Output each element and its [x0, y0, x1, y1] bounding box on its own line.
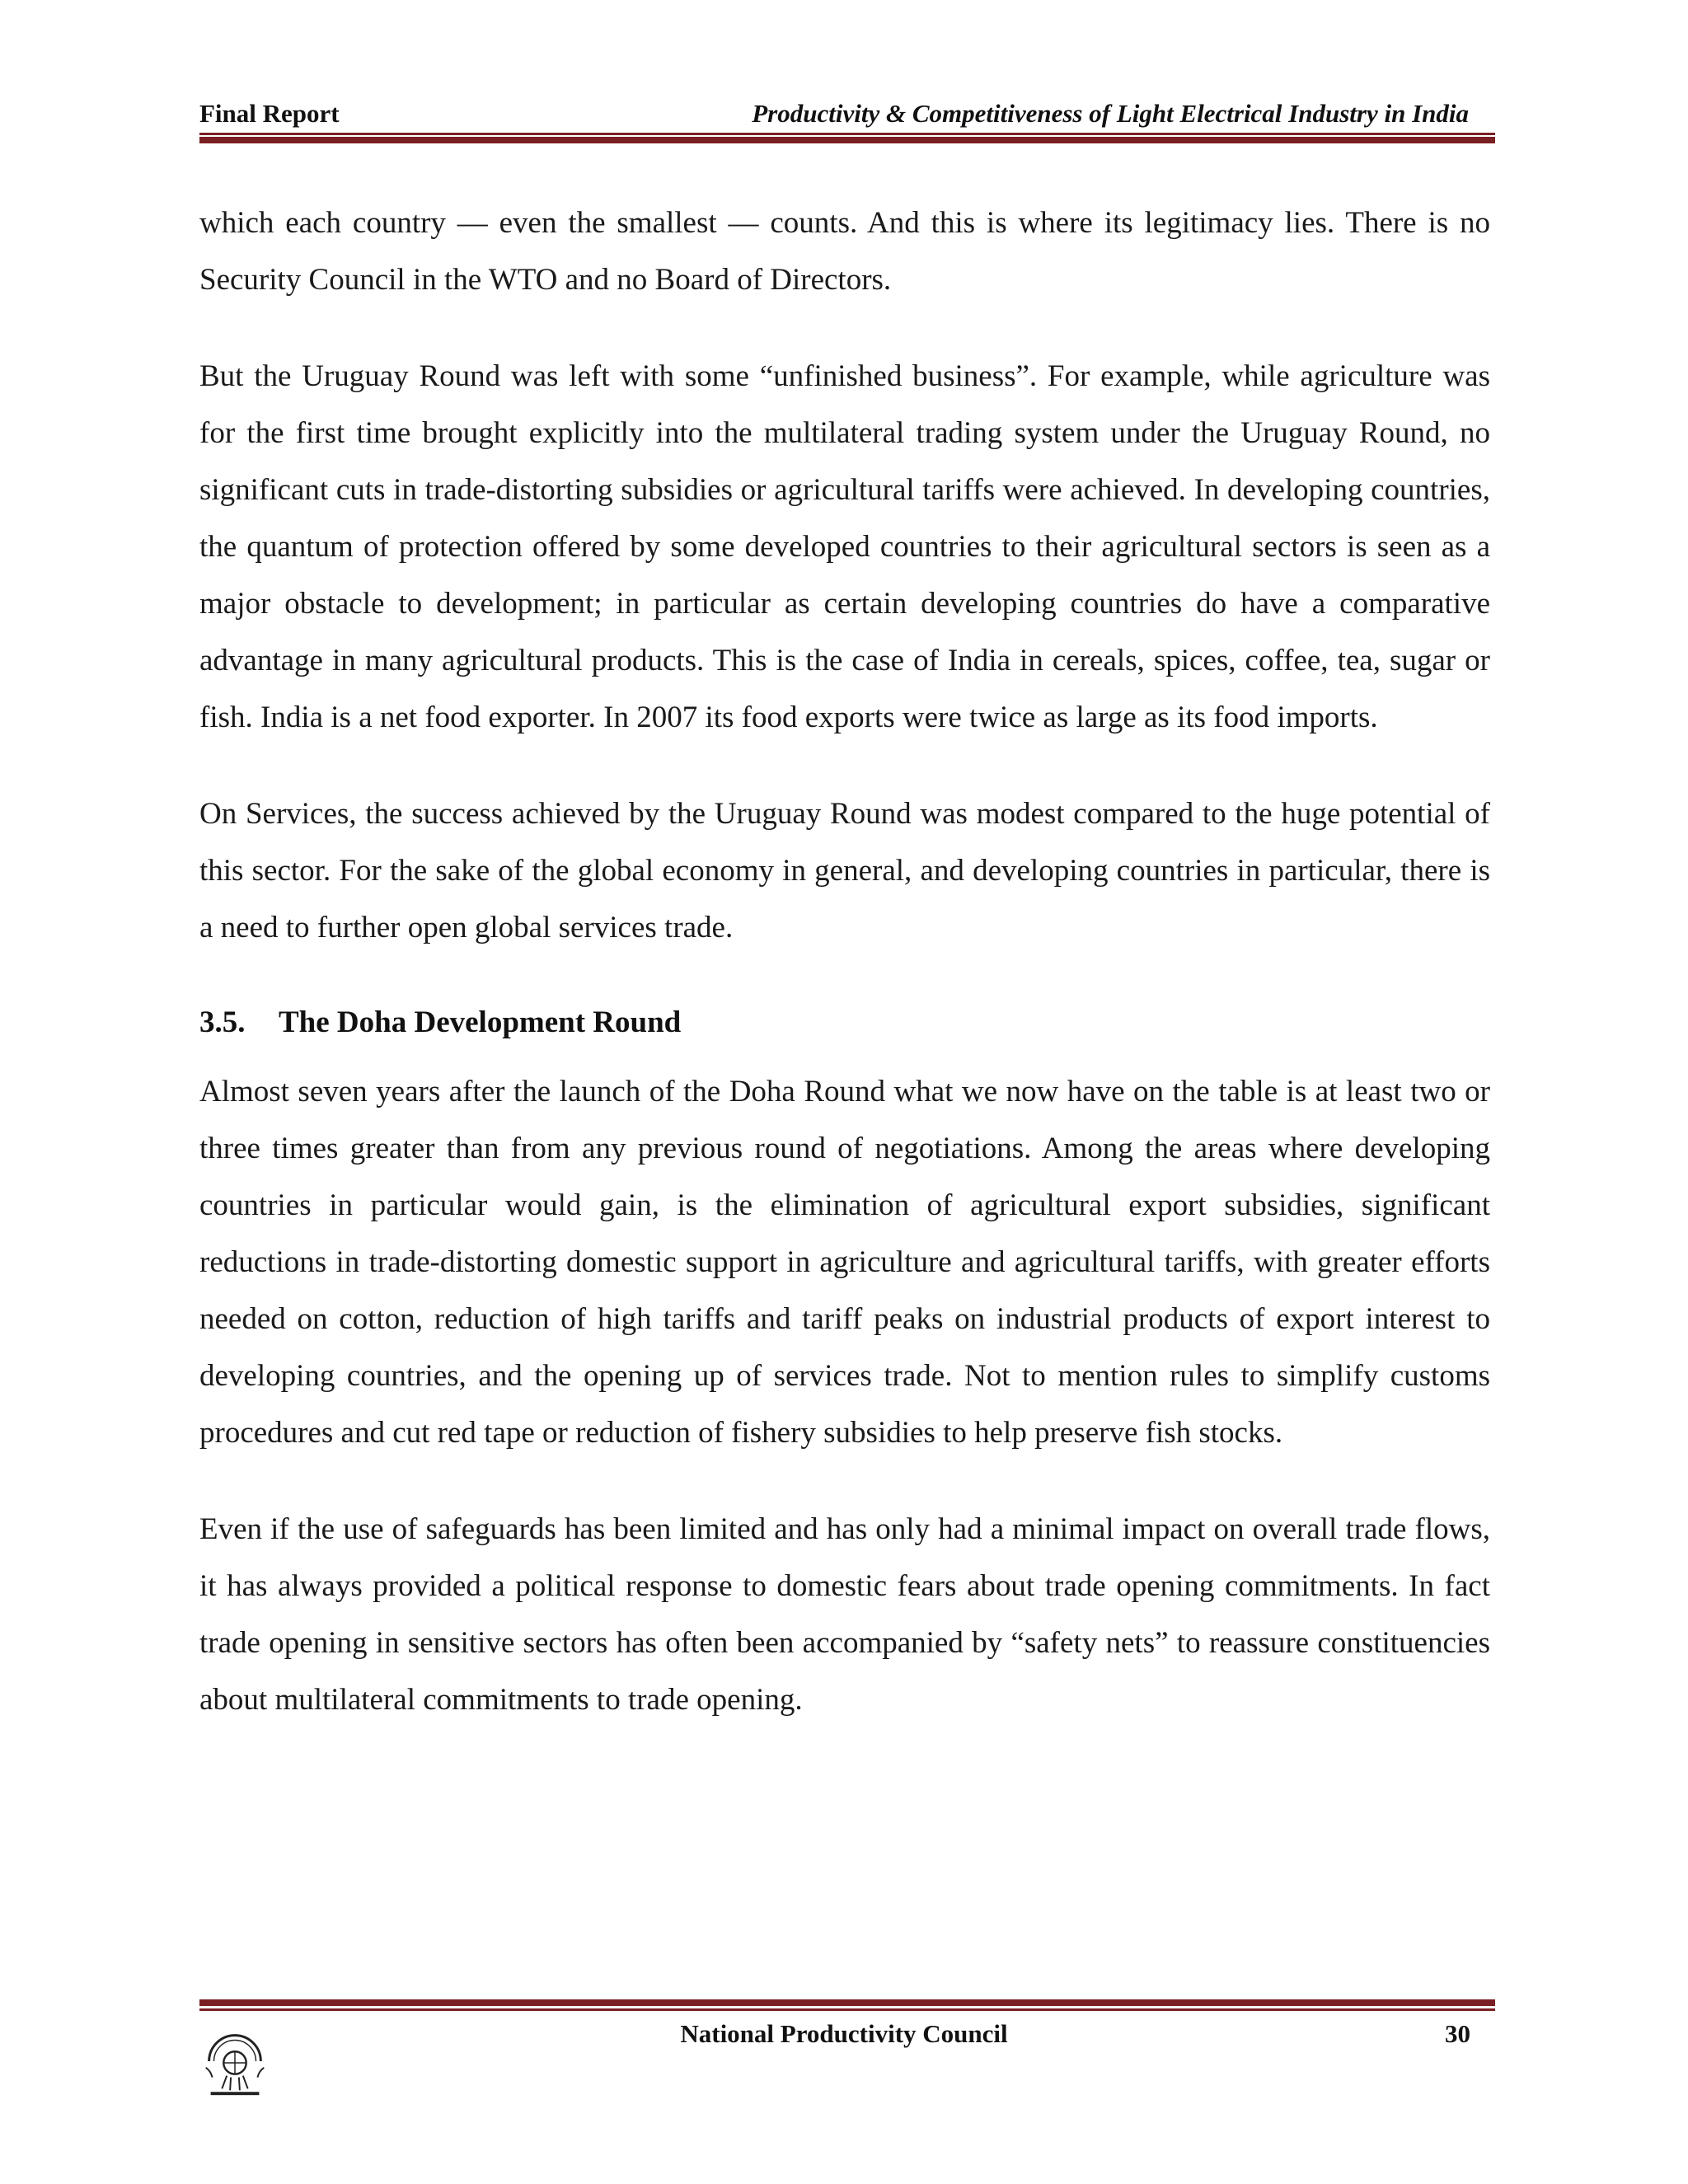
header-document-title: Productivity & Competitiveness of Light Electrical Industry in India	[752, 99, 1469, 128]
page-body	[199, 194, 1490, 1768]
paragraph-4: Almost seven years after the launch of the Doha Round what we now have on the table is at least two or three times greater than from any previous round of negotiations. Among the areas where developing countries in particular would gain, is the elimination of agricultural export subsidies, significant reductions in trade-distorting domestic support in agriculture and agricultural tariffs, with greater efforts needed on cotton, reduction of high tariffs and tariff peaks on industrial products of export interest to developing countries, and the opening up of services trade. Not to mention rules to simplify customs procedures and cut red tape or reduction of fishery subsidies to help preserve fish stocks.	[199, 1075, 1490, 1450]
paragraph-5: Even if the use of safeguards has been limited and has only had a minimal impact on overall trade flows, it has always provided a political response to domestic fears about trade opening commitments. In fact trade opening in sensitive sectors has often been accompanied by “safety nets” to reassure constituencies about multilateral commitments to trade opening.	[199, 1512, 1490, 1717]
paragraph-2: But the Uruguay Round was left with some “unfinished business”. For example, while agriculture was for the first time brought explicitly into the multilateral trading system under the Uruguay Round, no significant cuts in trade-distorting subsidies or agricultural tariffs were achieved. In developing countries, the quantum of protection offered by some developed countries to their agricultural sectors is seen as a major obstacle to development; in particular as certain developing countries do have a comparative advantage in many agricultural products. This is the case of India in cereals, spices, coffee, tea, sugar or fish. India is a net food exporter. In 2007 its food exports were twice as large as its food imports.	[199, 359, 1490, 734]
section-number: 3.5.	[199, 1005, 246, 1039]
paragraph-1: which each country — even the smallest — counts. And this is where its legitimacy lies. There is no Security Council in the WTO and no Board of Directors.	[199, 206, 1490, 297]
footer-rule-thick	[199, 1999, 1495, 2006]
page-number: 30	[1445, 2019, 1470, 2048]
paragraph-3: On Services, the success achieved by the Uruguay Round was modest compared to the huge potential of this sector. For the sake of the global economy in general, and developing countries in particular, there is a need to further open global services trade.	[199, 797, 1490, 944]
footer-organization: National Productivity Council	[680, 2019, 1008, 2048]
header-report-label: Final Report	[199, 99, 340, 128]
header-rule-thin	[199, 133, 1495, 135]
section-title: The Doha Development Round	[279, 1005, 682, 1039]
section-heading	[199, 996, 1490, 1050]
page-header	[199, 97, 1493, 130]
header-rule-thick	[199, 137, 1495, 143]
footer-rule-thin	[199, 2008, 1495, 2011]
